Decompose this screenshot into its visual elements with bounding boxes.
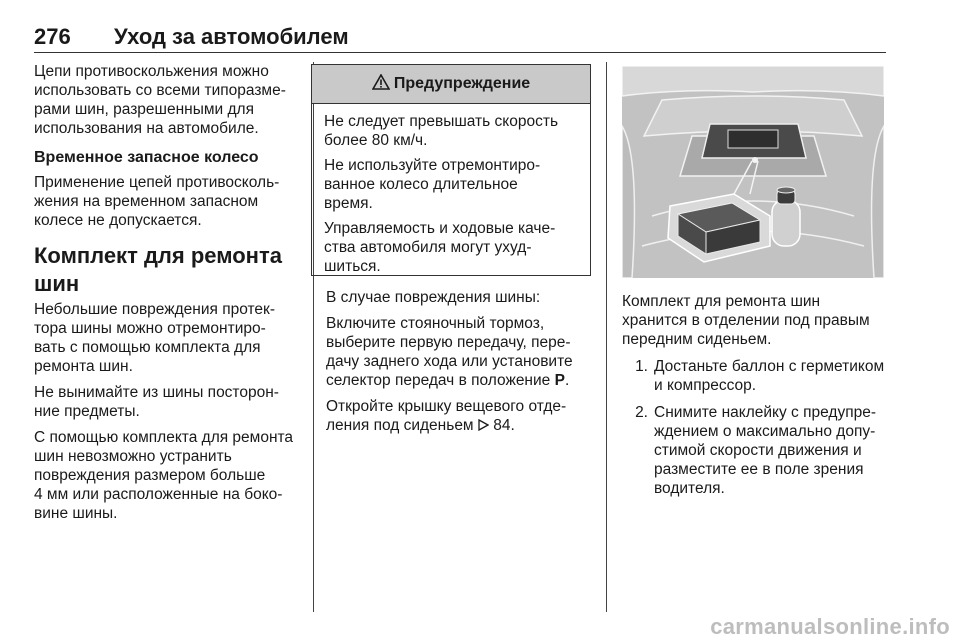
- gear-position-p: P: [554, 372, 565, 389]
- spare-wheel-paragraph: Применение цепей противосколь- жения на временном запасном колесе не допускается.: [34, 174, 280, 229]
- page-header: [34, 24, 886, 53]
- step-text: Достаньте баллон с герметиком и компрессор.: [654, 358, 885, 394]
- column-divider-right: [606, 62, 607, 612]
- page-title: Уход за автомобилем: [114, 24, 349, 49]
- damage-intro: В случае повреждения шины:: [326, 289, 541, 306]
- page-number: 276: [34, 24, 71, 49]
- page-reference-link[interactable]: 84: [493, 417, 511, 434]
- section-heading-spare-wheel: Временное запасное колесо: [34, 149, 259, 166]
- warning-body: [312, 104, 590, 276]
- seat-compartment-drawing: [622, 66, 884, 278]
- warning-paragraph-3: Управляемость и ходовые каче- ства автомобиля могут ухуд- шиться.: [324, 220, 556, 275]
- repair-kit-illustration: [622, 66, 884, 278]
- repair-kit-paragraph-2: Не вынимайте из шины посторон- ние предметы.: [34, 384, 279, 420]
- column-right-text: [622, 292, 894, 506]
- reference-arrow-icon: [478, 417, 489, 434]
- repair-kit-paragraph-1: Небольшие повреждения протек- тора шины можно отремонтиро- вать с помощью комплекта для ремонта шин.: [34, 301, 275, 375]
- list-item: [622, 403, 894, 498]
- warning-title: Предупреждение: [393, 75, 531, 92]
- warning-paragraph-1: Не следует превышать скорость более 80 км/ч.: [324, 113, 559, 149]
- column-middle-text: [326, 288, 592, 442]
- figure-caption: Комплект для ремонта шин хранится в отделении под правым передним сиденьем.: [622, 293, 870, 348]
- section-heading-repair-kit: Комплект для ремонта шин: [34, 243, 282, 296]
- repair-kit-paragraph-3: С помощью комплекта для ремонта шин невозможно устранить повреждения размером больше 4 мм или расположенные на боко- вине шины.: [34, 429, 294, 522]
- intro-paragraph: Цепи противоскольжения можно использовать со всеми типоразме- рами шин, разрешенными для использования на автомобиле.: [34, 63, 286, 137]
- warning-box: [311, 64, 591, 276]
- warning-header: [312, 65, 590, 104]
- watermark: carmanualsonline.info: [710, 614, 950, 639]
- column-left: [34, 62, 302, 530]
- list-item: [622, 357, 894, 395]
- step-number: 2.: [635, 404, 648, 421]
- warning-triangle-icon: [372, 74, 390, 95]
- parking-instructions: Включите стояночный тормоз, выберите первую передачу, пере- дачу заднего хода или установите селектор передач в положение P.: [326, 315, 573, 389]
- open-compartment-instructions: Откройте крышку вещевого отде- ления под сиденьем 84.: [326, 398, 567, 434]
- step-number: 1.: [635, 358, 648, 375]
- step-text: Снимите наклейку с предупре- ждением о максимально допу- стимой скорости движения и разместите ее в поле зрения водителя.: [654, 404, 876, 497]
- warning-paragraph-2: Не используйте отремонтиро- ванное колесо длительное время.: [324, 157, 541, 212]
